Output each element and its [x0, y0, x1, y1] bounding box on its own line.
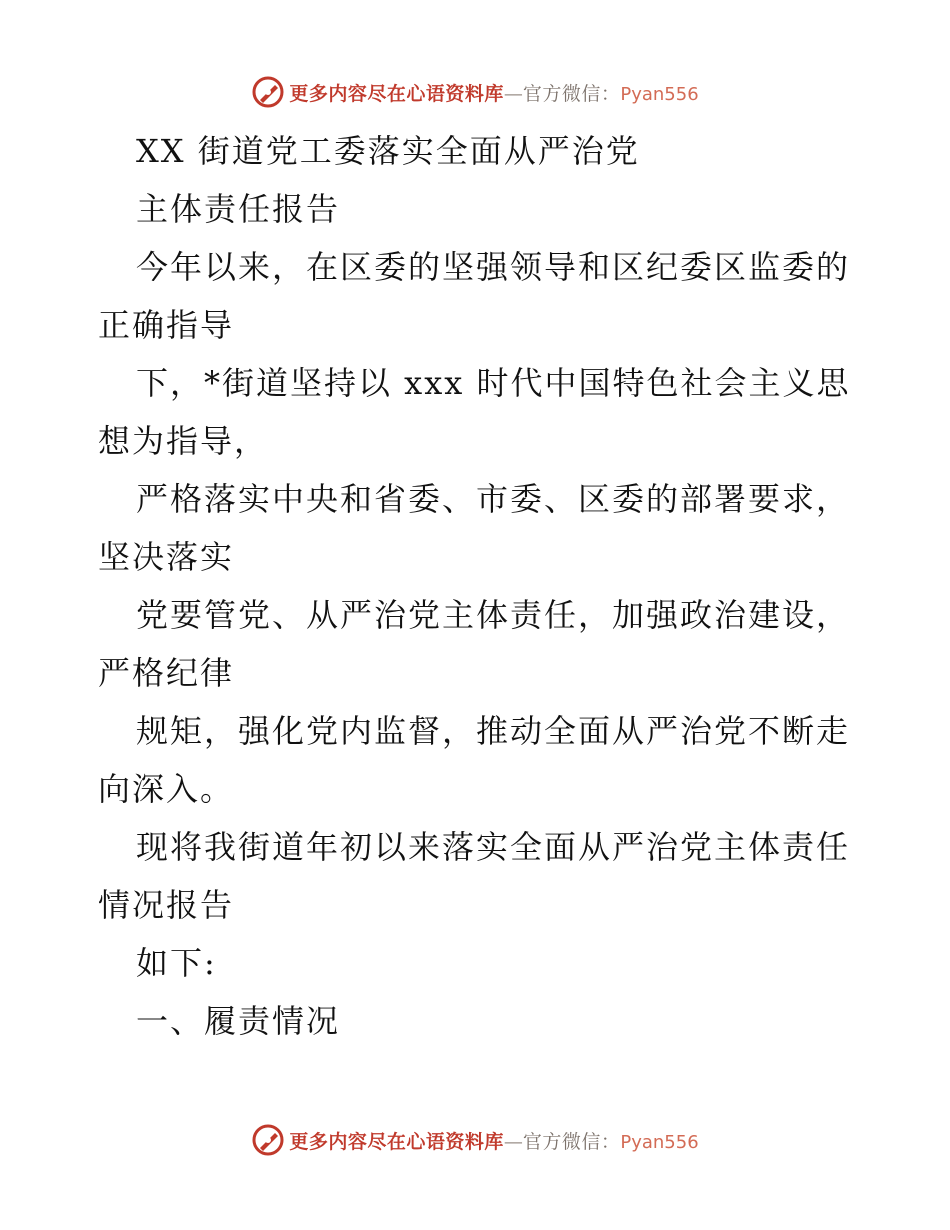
paragraph-line: 党要管党、从严治党主体责任，加强政治建设，	[136, 596, 851, 634]
paragraph-line: 严格落实中央和省委、市委、区委的部署要求，	[136, 480, 851, 518]
paragraph-line: 向深入。	[98, 770, 235, 808]
paragraph-line: 如下:	[136, 944, 217, 982]
section-heading: 一、履责情况	[136, 1002, 341, 1040]
paragraph-line: 情况报告	[98, 886, 235, 924]
paragraph-line: 严格纪律	[98, 654, 235, 692]
paragraph-line: 规矩，强化党内监督，推动全面从严治党不断走	[136, 712, 851, 750]
paragraph-line: 今年以来，在区委的坚强领导和区纪委区监委的	[136, 248, 851, 286]
watermark-text: 更多内容尽在心语资料库—官方微信：Pyan556	[289, 82, 699, 105]
title-line-1: XX 街道党工委落实全面从严治党	[136, 132, 640, 170]
paragraph-line: 正确指导	[98, 306, 235, 344]
watermark-text: 更多内容尽在心语资料库—官方微信：Pyan556	[289, 1130, 699, 1153]
paragraph-line: 下，*街道坚持以 xxx 时代中国特色社会主义思	[136, 364, 851, 402]
paragraph-line: 现将我街道年初以来落实全面从严治党主体责任	[136, 828, 851, 866]
document-body	[98, 122, 858, 1050]
pen-logo-icon	[251, 1123, 285, 1157]
footer-watermark	[0, 1118, 950, 1162]
paragraph-line: 坚决落实	[98, 538, 235, 576]
pen-logo-icon	[251, 75, 285, 109]
title-line-2: 主体责任报告	[136, 190, 341, 228]
paragraph-line: 想为指导，	[98, 422, 269, 460]
header-watermark	[0, 70, 950, 114]
